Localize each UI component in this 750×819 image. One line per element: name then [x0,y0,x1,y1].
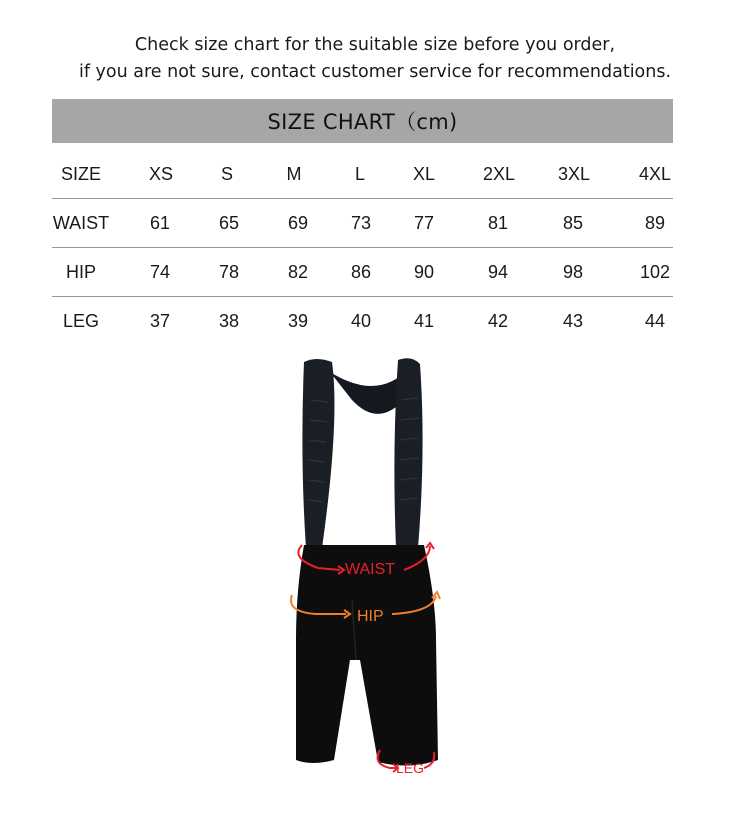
table-cell: 37 [149,311,171,331]
leg-label: LEG [396,760,425,776]
header-cell: 3XL [557,164,591,184]
table-row-waist [52,199,673,248]
table-cell: 69 [287,213,309,233]
table-cell: 82 [287,262,309,282]
table-cell: 102 [639,262,671,282]
waist-label: WAIST [345,561,396,578]
header-cell: L [354,164,366,184]
table-cell: 65 [218,213,240,233]
row-label: HIP [65,262,97,282]
size-table [52,150,673,345]
shorts-body [296,545,438,766]
table-cell: 38 [218,311,240,331]
bib-strap-left [302,359,334,548]
header-cell: 2XL [482,164,516,184]
table-cell: 39 [287,311,309,331]
table-cell: 81 [487,213,509,233]
notice-line-1: Check size chart for the suitable size before you order, [134,35,616,55]
header-cell: XL [412,164,436,184]
header-cell: M [286,164,302,184]
bib-strap-right [394,358,422,548]
table-row-hip [52,248,673,297]
header-cell: XS [148,164,174,184]
table-row-leg [52,297,673,345]
table-cell: 85 [562,213,584,233]
row-label: LEG [62,311,100,331]
table-cell: 61 [149,213,171,233]
table-cell: 73 [350,213,372,233]
table-cell: 74 [149,262,171,282]
table-cell: 77 [413,213,435,233]
header-cell: SIZE [60,164,102,184]
table-cell: 78 [218,262,240,282]
row-label: WAIST [52,213,110,233]
table-cell: 43 [562,311,584,331]
table-cell: 94 [487,262,509,282]
header-cell: S [220,164,234,184]
table-cell: 90 [413,262,435,282]
hip-label: HIP [357,608,384,625]
table-cell: 98 [562,262,584,282]
table-cell: 41 [413,311,435,331]
table-cell: 86 [350,262,372,282]
header-cell: 4XL [638,164,672,184]
bib-shorts-illustration [270,354,480,794]
table-cell: 40 [350,311,372,331]
notice-line-2: if you are not sure, contact customer service for recommendations. [78,62,672,82]
table-cell: 89 [644,213,666,233]
table-header-row [52,150,673,199]
table-cell: 44 [644,311,666,331]
table-cell: 42 [487,311,509,331]
order-notice [0,32,750,86]
size-chart-title: SIZE CHART（cm) [52,99,673,143]
